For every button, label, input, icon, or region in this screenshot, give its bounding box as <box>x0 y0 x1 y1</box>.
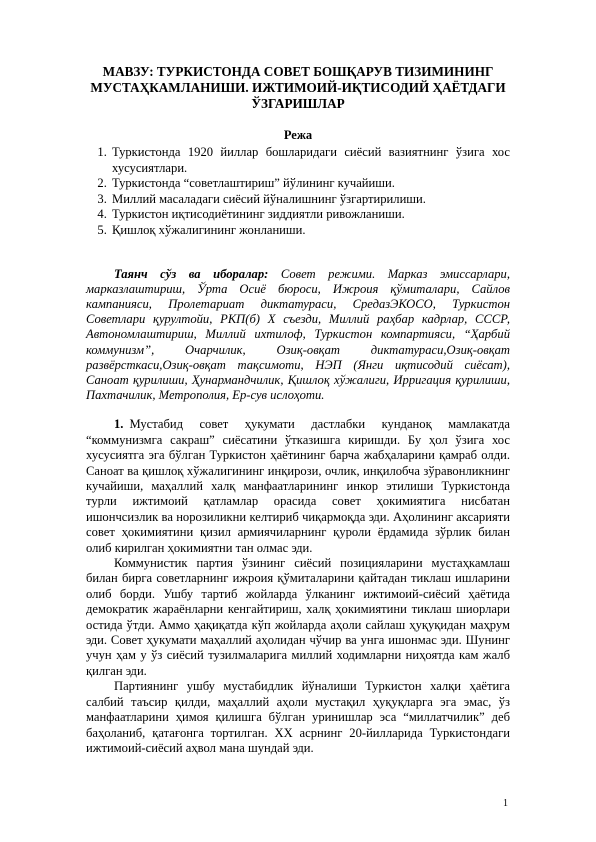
plan-item: 1. Туркистонда 1920 йиллар бошларидаги сиёсий вазиятнинг ўзига хос хусусиятлари. <box>110 145 510 176</box>
plan-list <box>86 145 510 239</box>
page-number: 1 <box>503 798 508 809</box>
keywords-text: Совет режими. Марказ эмиссарлари, марказлаштириш, Ўрта Осиё бюроси, Ижроия қўмиталари, Сайлов кампанияси, Пролетариат диктатураси, СредазЭКОСО, Туркистон Советлари қурултойи, РКП(б) Х съезди, Миллий раҳбар кадрлар, СССР, Автономлаштириш, Миллий ихтилоф, Туркистон компартияси, “Ҳарбий коммунизм”, Очарчилик, Озиқ-овқат диктатураси,Озиқ-овқат развёрсткаси,Озиқ-овқат тақсимоти, НЭП (Янги иқтисодий сиёсат), Саноат қурилиши, Ҳунармандчилик, Қишлоқ хўжалиги, Ирригация қурилиши, Пахтачилик, Метрополия, Ер-сув ислоҳоти. <box>86 266 510 403</box>
paragraph-text: Мустабид совет ҳукумати дастлабки кунданоқ мамлакатда “коммунизмга сакраш” сиёсатини ўтказишга киришди. Бу ҳол ўзига хос хусусиятга эга бўлган Туркистон ҳаётининг барча жабҳаларини қамраб олди. Саноат ва қишлоқ хўжалигининг инқирози, очлик, инқилобча зўравонликнинг кучайиши, маҳаллий халқ манфаатларининг инкор этилиши Туркистонда турли ижтимоий қатламлар орасида совет ҳокимиятига нисбатан ишончсизлик ва норозиликни келтириб чиқармоқда эди. Аҳолининг аксарияти совет ҳокимиятини қизил армиячиларнинг қуроли ёрдамида зўрлик билан олиб кирилган ҳокимиятни тан олмас эди. <box>86 417 510 555</box>
keywords-paragraph <box>86 267 510 404</box>
section-number: 1. <box>114 417 124 432</box>
plan-item: 5. Қишлоқ хўжалигининг жонланиши. <box>110 223 510 239</box>
plan-item: 2. Туркистонда “советлаштириш” йўлининг кучайиши. <box>110 176 510 192</box>
document-title: МАВЗУ: ТУРКИСТОНДА СОВЕТ БОШҚАРУВ ТИЗИМИНИНГ МУСТАҲКАМЛАНИШИ. ИЖТИМОИЙ-ИҚТИСОДИЙ ҲАЁТДАГИ ЎЗГАРИШЛАР <box>90 64 506 111</box>
plan-item: 3. Миллий масаладаги сиёсий йўналишнинг ўзгартирилиши. <box>110 192 510 208</box>
body-paragraph-2: Коммунистик партия ўзининг сиёсий позицияларини мустаҳкамлаш билан бирга советларнинг ижроия қўмиталарини қайтадан тиклаш ишларини олиб борди. Ушбу тартиб жойларда ўлканинг ижтимоий-сиёсий ҳаётида демократик жараёнларни кенгайтириш, халқ ҳокимиятини тиклаш шиорлари остида ўтди. Аммо ҳақиқатда кўп жойларда аҳоли сайлаш ҳуқуқидан маҳрум эди. Совет ҳукумати маҳаллий аҳолидан чўчир ва унга ишонмас эди. Шунинг учун ҳам у ўз сиёсий тузилмаларига миллий ходимларни ниҳоятда кам жалб қилган эди. <box>86 556 510 678</box>
body-paragraph-1 <box>86 417 510 556</box>
keywords-label: Таянч сўз ва иборалар: <box>114 266 269 281</box>
body-paragraph-3: Партиянинг ушбу мустабидлик йўналиши Туркистон халқи ҳаётига салбий таъсир қилди, маҳаллий аҳоли мустақил ҳуқуқларга эга эмас, ўз манфаатларини ҳимоя қилишга бўлган уринишлар эса “миллатчилик” деб баҳоланиб, қатағонга тортилган. ХХ асрнинг 20-йилларида Туркистондаги ижтимоий-сиёсий аҳвол мана шундай эди. <box>86 679 510 755</box>
plan-item: 4. Туркистон иқтисодиётининг зиддиятли ривожланиши. <box>110 207 510 223</box>
plan-heading: Режа <box>283 128 313 142</box>
